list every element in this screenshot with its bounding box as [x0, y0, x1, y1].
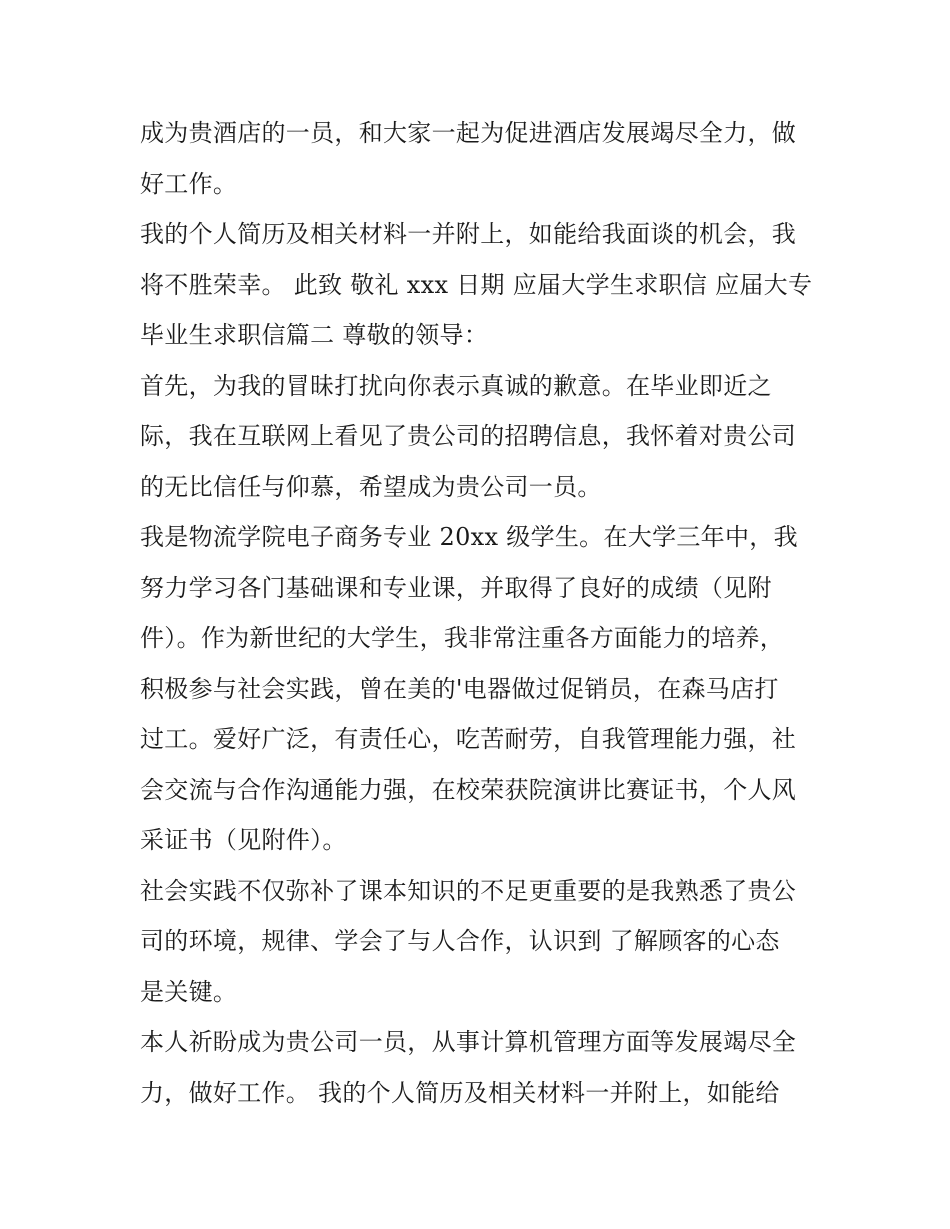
text-line-8: 的无比信任与仰慕，希望成为贵公司一员。	[140, 472, 602, 501]
text-line-19: 本人祈盼成为贵公司一员，从事计算机管理方面等发展竭尽全	[140, 1028, 797, 1056]
text-line-16: 社会实践不仅弥补了课本知识的不足更重要的是我熟悉了贵公	[140, 876, 797, 905]
text-line-12: 积极参与社会实践，曾在美的'电器做过促销员，在森马店打	[140, 674, 779, 703]
text-line-2: 好工作。	[140, 169, 238, 198]
text-line-17: 司的环境，规律、学会了与人合作，认识到 了解顾客的心态	[140, 927, 780, 955]
text-line-18: 是关键。	[140, 977, 238, 1006]
text-line-20: 力，做好工作。 我的个人简历及相关材料一并附上，如能给	[140, 1078, 780, 1107]
text-line-6: 首先，为我的冒昧打扰向你表示真诚的歉意。在毕业即近之	[140, 371, 772, 400]
text-line-1: 成为贵酒店的一员，和大家一起为促进酒店发展竭尽全力，做	[140, 119, 797, 147]
text-line-10: 努力学习各门基础课和专业课，并取得了良好的成绩（见附	[140, 573, 772, 602]
text-line-11: 件）。作为新世纪的大学生，我非常注重各方面能力的培养，	[140, 624, 785, 652]
text-line-5: 毕业生求职信篇二 尊敬的领导：	[140, 321, 489, 349]
text-line-7: 际，我在互联网上看见了贵公司的招聘信息，我怀着对贵公司	[140, 422, 797, 450]
text-line-3: 我的个人简历及相关材料一并附上，如能给我面谈的机会，我	[140, 220, 797, 248]
text-line-4: 将不胜荣幸。 此致 敬礼 xxx 日期 应届大学生求职信 应届大专	[140, 270, 813, 299]
text-line-14: 会交流与合作沟通能力强，在校荣获院演讲比赛证书，个人风	[140, 775, 797, 804]
text-line-15: 采证书（见附件）。	[140, 826, 347, 854]
text-line-13: 过工。爱好广泛，有责任心，吃苦耐劳，自我管理能力强，社	[140, 725, 797, 753]
text-line-9: 我是物流学院电子商务专业 20xx 级学生。在大学三年中，我	[140, 523, 798, 551]
letter-body	[140, 108, 815, 1118]
